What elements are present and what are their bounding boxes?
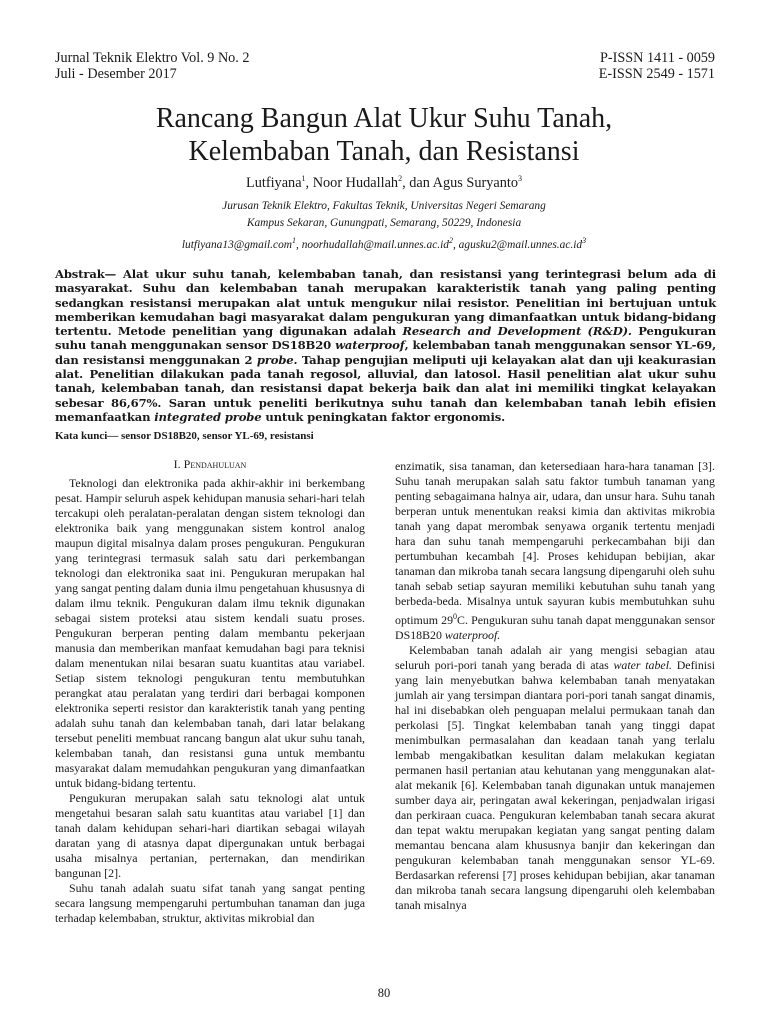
- journal-name: Jurnal Teknik Elektro Vol. 9 No. 2: [55, 50, 250, 66]
- journal-header-left: [55, 50, 249, 82]
- title-line-1: Rancang Bangun Alat Ukur Suhu Tanah,: [155, 103, 613, 134]
- email-3: , agusku2@mail.unnes.ac.id: [452, 238, 583, 251]
- abstract-text-2: Pengukuran suhu tanah menggunakan sensor DS18B20: [55, 324, 716, 353]
- right-column: [395, 459, 715, 913]
- email-2-mark: 2: [448, 236, 453, 245]
- author-2-mark: 2: [398, 174, 403, 183]
- affiliation-line-1: Jurusan Teknik Elektro, Fakultas Teknik, Universitas Negeri Semarang: [222, 200, 546, 212]
- author-1: Lutfiyana: [245, 174, 302, 191]
- email-2: , noorhudallah@mail.unnes.ac.id: [296, 238, 449, 251]
- journal-header-right: [599, 50, 715, 82]
- authors: [0, 174, 768, 192]
- author-2: , Noor Hudallah: [305, 174, 399, 191]
- eissn: E-ISSN 2549 - 1571: [598, 66, 715, 82]
- abstract: [55, 267, 716, 424]
- abstract-italic-1: Research and Development (R&D).: [402, 324, 632, 339]
- paragraph: Suhu tanah adalah suatu sifat tanah yang sangat penting secara langsung mempengaruhi pertumbuhan tanaman dan juga terhadap kelembaban, struktur, aktivitas mikrobial dan: [55, 881, 365, 925]
- paper-title: [0, 102, 768, 168]
- author-3: , dan Agus Suryanto: [402, 174, 519, 191]
- abstract-text-3: , kelembaban tanah menggunakan sensor YL-69, dan resistansi menggunakan 2: [55, 338, 716, 367]
- abstract-text-4: Tahap pengujian meliputi uji kelayakan alat dan uji keakurasian alat. Penelitian dilakukan pada tanah regosol, alluvial, dan latosol. Hasil penelitian alat ukur suhu tanah, kelembaban tanah, dan resistansi dapat bekerja baik dan alat ini memiliki tingkat kelayakan sebesar 86,67%. Saran untuk peneliti berikutnya suhu tanah dan kelembaban tanah lebih efisien memanfaatkan: [55, 352, 716, 424]
- abstract-italic-4: integrated probe: [154, 409, 262, 424]
- keywords: Kata kunci— sensor DS18B20, sensor YL-69, resistansi: [55, 430, 314, 442]
- degree-mark: 0: [453, 612, 458, 621]
- abstract-italic-3: probe.: [256, 352, 298, 367]
- paragraph-italic: waterproof.: [444, 627, 501, 642]
- paragraph-text: enzimatik, sisa tanaman, dan ketersediaan hara-hara tanaman [3]. Suhu tanah merupakan salah satu faktor tumbuh tanaman yang penting sebagaimana halnya air, udara, dan unsur hara. Suhu tanah berperan untuk menentukan reaksi kimia dan aktivitas mikrobia tanah yang dapat merombak senyawa organik tertentu menjadi hara dan suhu tanah mempengaruhi perkecambahan biji dan pertumbuhan kecambah [4]. Proses kehidupan bebijian, akar tanaman dan mikroba tanah secara langsung dipengaruhi oleh suhu tanah sebab setiap sayuran memiliki kebutuhan suhu tanah yang berbeda-beda. Misalnya untuk sayuran kubis membutuhkan suhu optimum 29: [395, 459, 715, 627]
- emails: [0, 232, 768, 254]
- email-1-mark: 1: [292, 236, 297, 245]
- abstract-italic-2: waterproof: [335, 338, 405, 353]
- section-heading: [55, 457, 365, 472]
- paragraph-text: Definisi yang lain menyebutkan bahwa kelembaban tanah menyatakan jumlah air yang tersimpan diantara pori-pori tanah sangat dinamis, hal ini disebabkan oleh penguapan melalui permukaan tanah dan perkolasi [5]. Tingkat kelembaban tanah yang tinggi dapat menimbulkan permasalahan dan keadaan tanah yang terlalu lembab mengakibatkan kesulitan dalam melakukan kegiatan permanen hasil pertanian atau kehutanan yang menggunakan alat-alat mekanik [6]. Kelembaban tanah digunakan untuk manajemen sumber daya air, peringatan awal kekeringan, penjadwalan irigasi dan perkiraan cuaca. Pengukuran kelembaban tanah secara akurat dan tepat waktu merupakan kegiatan yang sangat penting dalam memantau bencana alam khususnya banjir dan kekeringan dan pengukuran kelembaban tanah menggunakan sensor YL-69. Berdasarkan referensi [7] proses kehidupan bebijian, akar tanaman dan mikroba tanah secara langsung dipengaruhi oleh kelembaban tanah misalnya: [395, 657, 716, 912]
- paragraph-italic: water tabel.: [613, 657, 672, 672]
- paragraph: [395, 643, 715, 913]
- affiliation-line-2: Kampus Sekaran, Gunungpati, Semarang, 50229, Indonesia: [246, 217, 522, 229]
- abstract-text-1: Abstrak— Alat ukur suhu tanah, kelembaban tanah, dan resistansi yang terintegrasi belum ada di masyarakat. Suhu dan kelembaban tanah merupakan karakteristik tanah yang paling penting sedangkan resistansi merupakan alat untuk mengukur nilai resistor. Penelitian ini bertujuan untuk memberikan kemudahan bagi masyarakat dalam pengukuran yang dimanfaatkan untuk bidang-bidang tertentu. Metode penelitian yang digunakan adalah: [55, 267, 716, 339]
- paragraph-text: Kelembaban tanah adalah air yang mengisi sebagian atau seluruh pori-pori tanah yang berada di atas: [395, 642, 715, 672]
- author-1-mark: 1: [301, 174, 306, 183]
- paragraph: [395, 459, 715, 643]
- author-3-mark: 3: [518, 174, 523, 183]
- paragraph: Teknologi dan elektronika pada akhir-akhir ini berkembang pesat. Hampir seluruh aspek kehidupan manusia sehari-hari telah tercakupi oleh peralatan-peralatan dengan sistem teknologi dan elektronika baik yang menggunakan sistem kontrol analog maupun digital misalnya dalam proses pengukuran. Pengukuran yang terintegrasi termasuk salah satu dari perkembangan teknologi dan elektronika saat ini. Pengukuran merupakan hal yang sangat penting dalam dunia ilmu pengetahuan khususnya di dalam ilmu teknik. Pengukuran dalam ilmu teknik digunakan sebagai sistem proteksi atau sistem kendali suatu proses. Pengukuran berperan penting dalam membantu pekerjaan manusia dan memberikan manfaat kemudahan bagi para teknisi dalam menentukan nilai besaran suatu kuantitas atau variabel. Setiap sistem teknologi pengukuran tentu membutuhkan perangkat atau peralatan yang terdiri dari berbagai komponen elektronika seperti resistor dan karakteristik tanah yang penting adalah suhu tanah dan kelembaban tanah, dari latar belakang tersebut peneliti membuat rancang bangun alat ukur suhu tanah, kelembaban tanah, dan resistansi guna untuk membantu masyarakat dalam memudahkan pengukuran yang dimanfaatkan untuk bidang-bidang tertentu.: [55, 476, 365, 790]
- pissn: P-ISSN 1411 - 0059: [600, 50, 715, 66]
- page-number: 80: [377, 986, 391, 1000]
- abstract-text-5: untuk peningkatan faktor ergonomis.: [261, 409, 506, 424]
- paragraph: Pengukuran merupakan salah satu teknologi alat untuk mengetahui besaran salah satu kuantitas atau variabel [1] dan tanah dalam kehidupan sehari-hari diartikan sebagai wilayah daratan yang di atasnya dapat dipergunakan untuk berbagai usaha misalnya pertanian, perternakan, dan mendirikan bangunan [2].: [55, 791, 365, 880]
- journal-period: Juli - Desember 2017: [55, 66, 177, 82]
- section-title: Pendahuluan: [183, 457, 247, 471]
- left-column: [55, 457, 365, 926]
- affiliation: [0, 198, 768, 254]
- email-1: lutfiyana13@gmail.com: [181, 238, 293, 251]
- email-3-mark: 3: [582, 236, 587, 245]
- paragraph-text: C. Pengukuran suhu tanah dapat menggunakan sensor DS18B20: [395, 612, 715, 642]
- title-line-2: Kelembaban Tanah, dan Resistansi: [188, 136, 580, 167]
- section-number: I.: [173, 457, 181, 471]
